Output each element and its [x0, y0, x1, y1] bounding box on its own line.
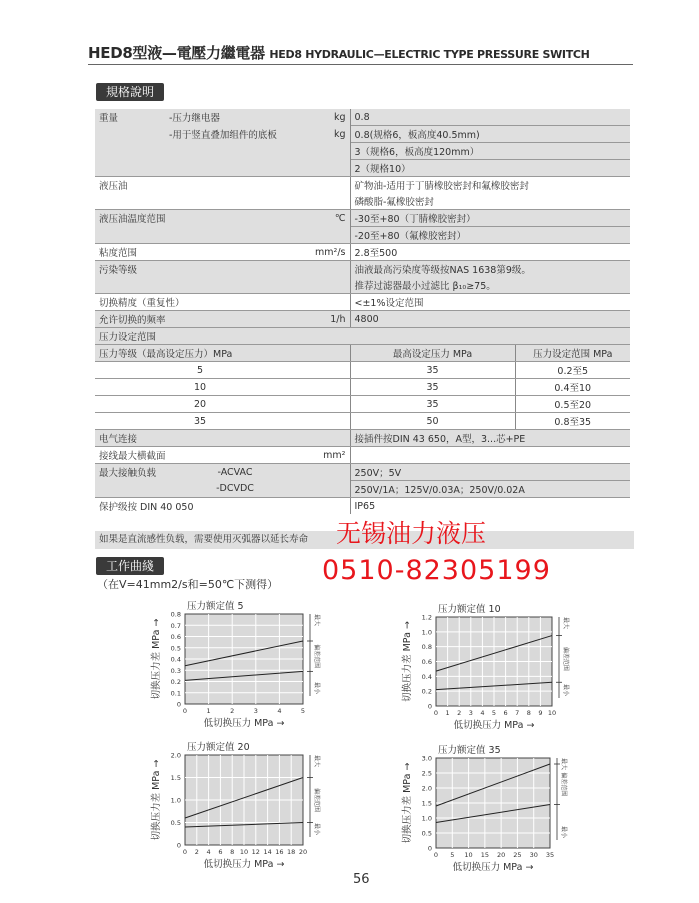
chart-4-title: 压力额定值 35 — [438, 745, 501, 756]
freq-unit: 1/h — [305, 311, 350, 328]
chart-3-xtick-label: 4 — [206, 848, 211, 856]
chart-3-xtick-label: 10 — [239, 848, 249, 856]
chart-1-xtick-label: 2 — [230, 707, 235, 715]
chart-1-ytick-label: 0.4 — [170, 655, 181, 664]
chart-1-xtick-label: 3 — [253, 707, 258, 715]
chart-3-annotation-min: 最小 — [313, 822, 320, 836]
chart-4-xtick-label: 5 — [450, 851, 455, 859]
temp-value-1: -30至+80（丁腈橡胶密封） — [350, 210, 630, 227]
visc-unit: mm²/s — [305, 244, 350, 261]
chart-3-annotation-range: 偏差范围 — [313, 787, 320, 813]
chart-4-xtick-label: 10 — [464, 851, 473, 859]
contam-label: 污染等级 — [99, 265, 138, 276]
chart-4-xtick-label: 0 — [433, 851, 439, 859]
range-row-3-grade: 20 — [95, 396, 305, 413]
chart-4-ytick-label: 1.5 — [421, 799, 432, 808]
range-row-4-grade: 35 — [95, 413, 305, 430]
elec-value: 接插件按DIN 43 650，A型，3...芯+PE — [350, 430, 630, 447]
load-dc: -DCVDC — [165, 481, 305, 498]
protect-label: 保护级按 DIN 40 050 — [99, 502, 194, 513]
weight-base: -用于竖直叠加组件的底板 — [169, 130, 277, 141]
chart-3-xtick-label: 0 — [182, 848, 188, 856]
fluid-value-1: 矿物油-适用于丁腈橡胶密封和氟橡胶密封 — [354, 181, 529, 192]
chart-4-ytick-label: 1.0 — [421, 814, 432, 823]
contam-value-2: 推荐过滤器最小过滤比 β₁₀≥75。 — [350, 277, 630, 294]
chart-1-ytick-label: 0.3 — [170, 666, 181, 675]
chart-1-ytick-label: 0.1 — [170, 689, 181, 698]
chart-4-xlabel: 低切换压力 MPa → — [452, 862, 534, 873]
chart-2-xtick-label: 6 — [503, 709, 508, 717]
fluid-label: 液压油 — [99, 181, 128, 192]
load-label: 最大接触负载 — [99, 468, 157, 480]
curve-subtitle: （在V=41mm2/s和=50℃下测得） — [97, 578, 279, 591]
chart-2-xtick-label: 1 — [445, 709, 450, 717]
elec-label: 电气连接 — [95, 430, 305, 447]
temp-value-2: -20至+80（氟橡胶密封） — [350, 227, 630, 244]
chart-2-ytick-label: 0.4 — [421, 672, 432, 681]
chart-1-xtick-label: 0 — [182, 707, 188, 715]
contam-value-1: 油液最高污染度等级按NAS 1638第9级。 — [354, 265, 531, 276]
temp-unit: ℃ — [305, 210, 350, 227]
chart-2-annotation-min: 最小 — [562, 683, 569, 697]
range-header-range: 压力设定范围 MPa — [515, 345, 630, 362]
chart-4-xtick-label: 25 — [513, 851, 522, 859]
page-number: 56 — [353, 872, 370, 887]
chart-3-xtick-label: 18 — [287, 848, 296, 856]
chart-4-xtick-label: 30 — [529, 851, 538, 859]
chart-4-ytick-label: 0.5 — [421, 829, 432, 838]
chart-2-ytick-label: 0.2 — [421, 687, 432, 696]
load-ac-value: 250V；5V — [350, 464, 630, 481]
chart-2-ytick-label: 0.8 — [421, 643, 432, 652]
chart-2-xtick-label: 3 — [468, 709, 473, 717]
accuracy-label: 切换精度（重复性） — [95, 294, 305, 311]
chart-3-title: 压力额定值 20 — [187, 742, 250, 753]
chart-1-ylabel: 切换压力差 MPa → — [151, 618, 162, 700]
chart-1-ytick-label: 0 — [176, 700, 181, 709]
weight-relay: -压力继电器 — [169, 113, 220, 125]
chart-2-xtick-label: 10 — [547, 709, 557, 717]
chart-3-ytick-label: 1.0 — [170, 796, 181, 805]
chart-3-annotation-max: 最大 — [313, 754, 320, 768]
weight-base-value-1: 0.8(规格6，板高度40.5mm) — [350, 126, 630, 143]
range-row-2-grade: 10 — [95, 379, 305, 396]
chart-4-annotation-min: 最小 — [560, 825, 567, 839]
chart-1-xtick-label: 4 — [277, 707, 282, 715]
chart-2-xtick-label: 9 — [538, 709, 543, 717]
weight-base-unit: kg — [305, 126, 350, 143]
curve-section-label: 工作曲綫 — [96, 557, 164, 575]
chart-1-xtick-label: 5 — [300, 707, 306, 715]
watermark-company: 无锡油力液压 — [336, 519, 487, 548]
chart-1-ytick-label: 0.2 — [170, 678, 181, 686]
chart-1-ytick-label: 0.5 — [170, 644, 181, 653]
range-title: 压力设定范围 — [95, 328, 630, 345]
chart-4-annotation-max: 最大 — [560, 757, 567, 771]
range-header-max: 最高设定压力 MPa — [350, 345, 515, 362]
chart-2-ytick-label: 0.6 — [421, 658, 432, 666]
range-row-3-range: 0.5至20 — [515, 396, 630, 413]
chart-1-title: 压力额定值 5 — [187, 601, 244, 612]
freq-label: 允许切换的频率 — [95, 311, 305, 328]
chart-2-xtick-label: 7 — [515, 709, 520, 717]
chart-3-ytick-label: 2.0 — [170, 751, 181, 760]
chart-2-xtick-label: 0 — [433, 709, 439, 717]
chart-4-ytick-label: 3.0 — [421, 754, 432, 763]
chart-2-xtick-label: 8 — [526, 709, 531, 717]
chart-2-xtick-label: 2 — [457, 709, 462, 717]
chart-4-xtick-label: 35 — [545, 851, 555, 859]
chart-4-ytick-label: 0 — [427, 844, 432, 853]
chart-3-xtick-label: 20 — [298, 848, 308, 856]
weight-relay-unit: kg — [305, 109, 350, 126]
chart-3-xtick-label: 12 — [251, 848, 260, 856]
chart-3-xlabel: 低切换压力 MPa → — [203, 859, 285, 870]
header-title-en: HED8 HYDRAULIC—ELECTRIC TYPE PRESSURE SWITCH — [269, 48, 590, 61]
chart-3-ylabel: 切换压力差 MPa → — [151, 759, 162, 841]
chart-3-ytick-label: 1.5 — [170, 774, 181, 782]
range-row-4-range: 0.8至35 — [515, 413, 630, 430]
header-title-cn: HED8型液—電壓力繼電器 — [88, 44, 265, 62]
chart-2-xlabel: 低切换压力 MPa → — [453, 720, 535, 731]
chart-1-annotation-range: 偏差范围 — [313, 644, 320, 669]
chart-2-ytick-label: 1.2 — [421, 613, 432, 622]
chart-4-xtick-label: 15 — [480, 851, 489, 859]
range-row-1-range: 0.2至5 — [515, 362, 630, 379]
load-ac: -ACVAC — [217, 466, 253, 478]
chart-2-ytick-label: 0 — [427, 702, 432, 711]
chart-4-xtick-label: 20 — [497, 851, 506, 859]
chart-3-xtick-label: 14 — [263, 848, 272, 856]
chart-2-xtick-label: 4 — [480, 709, 485, 717]
chart-1-xtick-label: 1 — [206, 707, 211, 715]
chart-4-ytick-label: 2.5 — [421, 769, 432, 778]
protect-value: IP65 — [354, 500, 376, 512]
range-row-1-max: 35 — [350, 362, 515, 379]
freq-value: 4800 — [350, 311, 630, 328]
chart-2-annotation-range: 偏差范围 — [562, 646, 569, 671]
chart-3-xtick-label: 6 — [218, 848, 223, 856]
visc-value: 2.8至500 — [350, 244, 630, 261]
accuracy-value: <±1%设定范围 — [350, 294, 630, 311]
chart-1-ytick-label: 0.6 — [170, 633, 181, 641]
chart-2-xtick-label: 5 — [491, 709, 497, 717]
chart-1-annotation-max: 最大 — [313, 613, 320, 627]
range-row-3-max: 35 — [350, 396, 515, 413]
weight-base-value-3: 2（规格10） — [350, 160, 630, 177]
range-row-2-max: 35 — [350, 379, 515, 396]
wire-label: 接线最大横截面 — [95, 447, 305, 464]
range-row-2-range: 0.4至10 — [515, 379, 630, 396]
chart-1-annotation-min: 最小 — [313, 681, 320, 695]
spec-section-label: 規格說明 — [96, 83, 164, 101]
chart-1-ytick-label: 0.8 — [170, 610, 181, 619]
wire-unit: mm² — [305, 447, 350, 464]
chart-4-ytick-label: 2.0 — [421, 784, 432, 793]
chart-3-ytick-label: 0.5 — [170, 819, 181, 827]
chart-2-annotation-max: 最大 — [562, 616, 569, 630]
chart-4-ylabel: 切换压力差 MPa → — [402, 762, 413, 844]
range-row-1-grade: 5 — [95, 362, 305, 379]
chart-1-xlabel: 低切换压力 MPa → — [203, 718, 285, 729]
chart-3-xtick-label: 16 — [275, 848, 284, 856]
range-row-4-max: 50 — [350, 413, 515, 430]
chart-2-ylabel: 切换压力差 MPa → — [402, 621, 413, 702]
weight-relay-value: 0.8 — [350, 109, 630, 126]
fluid-value-2: 磷酸脂-氟橡胶密封 — [350, 193, 630, 210]
chart-4-annotation-range: 偏差范围 — [560, 772, 567, 797]
spec-note: 如果是直流感性负载，需要使用灭弧器以延长寿命 — [95, 531, 634, 549]
chart-3-xtick-label: 8 — [230, 848, 235, 856]
chart-1-ytick-label: 0.7 — [170, 621, 181, 630]
chart-2-title: 压力额定值 10 — [438, 604, 501, 615]
chart-2-ytick-label: 1.0 — [421, 628, 432, 637]
chart-3-ytick-label: 0 — [176, 841, 181, 850]
temp-label: 液压油温度范围 — [99, 214, 166, 226]
weight-label: 重量 — [99, 113, 119, 125]
load-dc-value: 250V/1A；125V/0.03A；250V/0.02A — [350, 481, 630, 498]
weight-base-value-2: 3（规格6，板高度120mm） — [350, 143, 630, 160]
chart-3-xtick-label: 2 — [194, 848, 199, 856]
range-header-grade: 压力等级（最高设定压力）MPa — [95, 345, 305, 362]
watermark-phone: 0510-82305199 — [322, 555, 551, 586]
visc-label: 粘度范围 — [95, 244, 305, 261]
